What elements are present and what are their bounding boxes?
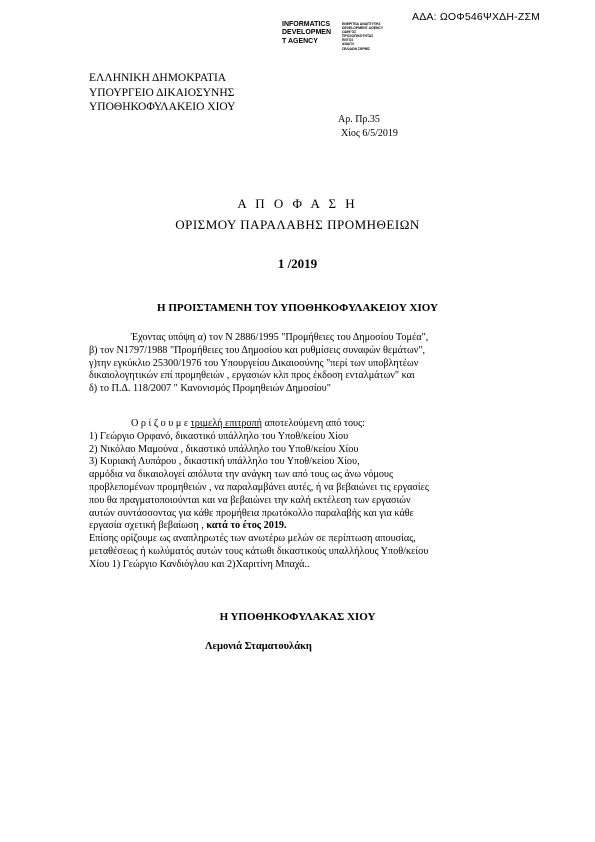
document-subtitle: ΟΡΙΣΜΟΥ ΠΑΡΑΛΑΒΗΣ ΠΡΟΜΗΘΕΙΩΝ: [175, 217, 420, 232]
issuer-header: [89, 71, 235, 115]
issuer-line: ΕΛΛΗΝΙΚΗ ΔΗΜΟΚΡΑΤΙΑ: [89, 72, 227, 84]
substitutes-line: Χίου 1) Γεώργιο Κανδιόγλου και 2)Χαριτίνη Μπαχά..: [89, 558, 310, 570]
logo-small-line: ΑΝΑΓΝ: [342, 42, 354, 47]
duty-line: προβλεπομένων προμηθειών , να παραλαμβάνει αυτές, ή να βεβαιώνει τις εργασίες: [89, 481, 429, 493]
duty-line: αρμόδια να δικαιολογεί απόλυτα την ανάγκη των από τους ως άνω νόμους: [89, 469, 393, 481]
ada-code: ΑΔΑ: ΩΟΦ546ΨΧΔΗ-ΖΣΜ: [412, 11, 541, 23]
duty-line: αυτών συντάσσοντας για κάθε προμήθεια πρωτόκολλο παραλαβής και για κάθε: [89, 507, 414, 519]
issuing-authority: Η ΠΡΟΙΣΤΑΜΕΝΗ ΤΟΥ ΥΠΟΘΗΚΟΦΥΛΑΚΕΙΟΥ ΧΙΟΥ: [157, 302, 438, 314]
agency-logo: [282, 21, 382, 51]
decision-verb: Ο ρ ί ζ ο υ μ ε: [131, 418, 189, 429]
logo-small-line: DEVELOPMENT AGENCY: [342, 26, 384, 31]
committee-member: 2) Νικόλαο Μαμούνα , δικαστικό υπάλληλο του Υποθ/κείου Χίου: [89, 443, 359, 455]
issuer-line: ΥΠΟΘΗΚΟΦΥΛΑΚΕΙΟ ΧΙΟΥ: [89, 101, 236, 113]
committee-member: 3) Κυριακή Λυπάρου , δικαστική υπάλληλο του Υποθ/κείου Χίου,: [89, 456, 360, 468]
committee-term: τριμελή επιτροπή: [190, 418, 262, 429]
logo-text-small: [342, 22, 387, 51]
decision-intro-rest: αποτελούμενη από τους:: [261, 418, 365, 429]
logo-small-line: ΟΔΗΓΟΣ ΠΡΟΣΩΠΙΚΟΤΗΤΑΣ: [342, 30, 374, 39]
year-phrase: κατά το έτος 2019.: [203, 520, 287, 532]
protocol-number: Αρ. Πρ.35: [338, 114, 380, 125]
logo-line: INFORMATICS: [282, 21, 331, 28]
logo-small-line: ΣΕΛΙΔΩΝ ΣΕΡΒΙΣ: [342, 46, 371, 51]
duty-line: που θα πραγματοποιούνται και να βεβαιώνει την καλή εκτέλεση των εργασιών: [89, 494, 411, 506]
substitutes-line: Επίσης ορίζουμε ως αναπληρωτές των ανωτέρω μελών σε περίπτωση απουσίας,: [89, 533, 416, 545]
reference-block: [338, 113, 398, 141]
logo-line: DEVELOPMEN: [282, 29, 332, 37]
substitutes-line: μεταθέσεως ή κωλύματός αυτών τους κάτωθι δικαστικούς υπαλλήλους Υποθ/κείου: [89, 545, 429, 557]
decision-intro: [89, 418, 529, 431]
duty-line-start: εργασία σχετική βεβαίωση ,: [89, 520, 204, 532]
logo-line: T AGENCY: [282, 37, 318, 45]
duty-line-last: [89, 520, 529, 533]
logo-small-line: ΕΝΤΟΣ: [342, 38, 354, 43]
logo-small-line: ΕΝΕΡΓΕΙΑ ΑΝΑΠΤΥΞΗΣ: [342, 22, 381, 26]
considering-line: β) τον Ν1797/1988 "Προμήθειες του Δημοσίου και ρυθμίσεις συναφών θεμάτων",: [89, 344, 426, 356]
signatory-role: Η ΥΠΟΘΗΚΟΦΥΛΑΚΑΣ ΧΙΟΥ: [219, 611, 376, 623]
considering-line: δ) το Π.Δ. 118/2007 " Κανονισμός Προμηθειών Δημοσίου": [89, 383, 331, 395]
considering-line: Έχοντας υπόψη α) τον Ν 2886/1995 "Προμήθειες του Δημοσίου Τομέα",: [131, 332, 429, 343]
considering-line: γ)την εγκύκλιο 25300/1976 του Υπουργείου Δικαιοσύνης "περί των υποβλητέων: [89, 357, 419, 369]
considering-line: δικαιολογητικών επί προμηθειών , εργασιών κλπ προς έκδοση ενταλμάτων" και: [89, 370, 415, 382]
decision-number: 1 /2019: [277, 256, 318, 271]
committee-member: 1) Γεώργιο Ορφανό, δικαστικό υπάλληλο του Υποθ/κείου Χίου: [89, 430, 349, 442]
considering-paragraph: [89, 332, 529, 396]
document-date: Χίος 6/5/2019: [341, 128, 398, 139]
logo-text-en: [282, 21, 340, 46]
issuer-line: ΥΠΟΥΡΓΕΙΟ ΔΙΚΑΙΟΣΥΝΗΣ: [89, 86, 235, 99]
document-title: Α Π Ο Φ Α Σ Η: [237, 196, 358, 211]
decision-paragraph: [89, 418, 529, 572]
signatory-name: Λεμονιά Σταματουλάκη: [205, 641, 312, 652]
